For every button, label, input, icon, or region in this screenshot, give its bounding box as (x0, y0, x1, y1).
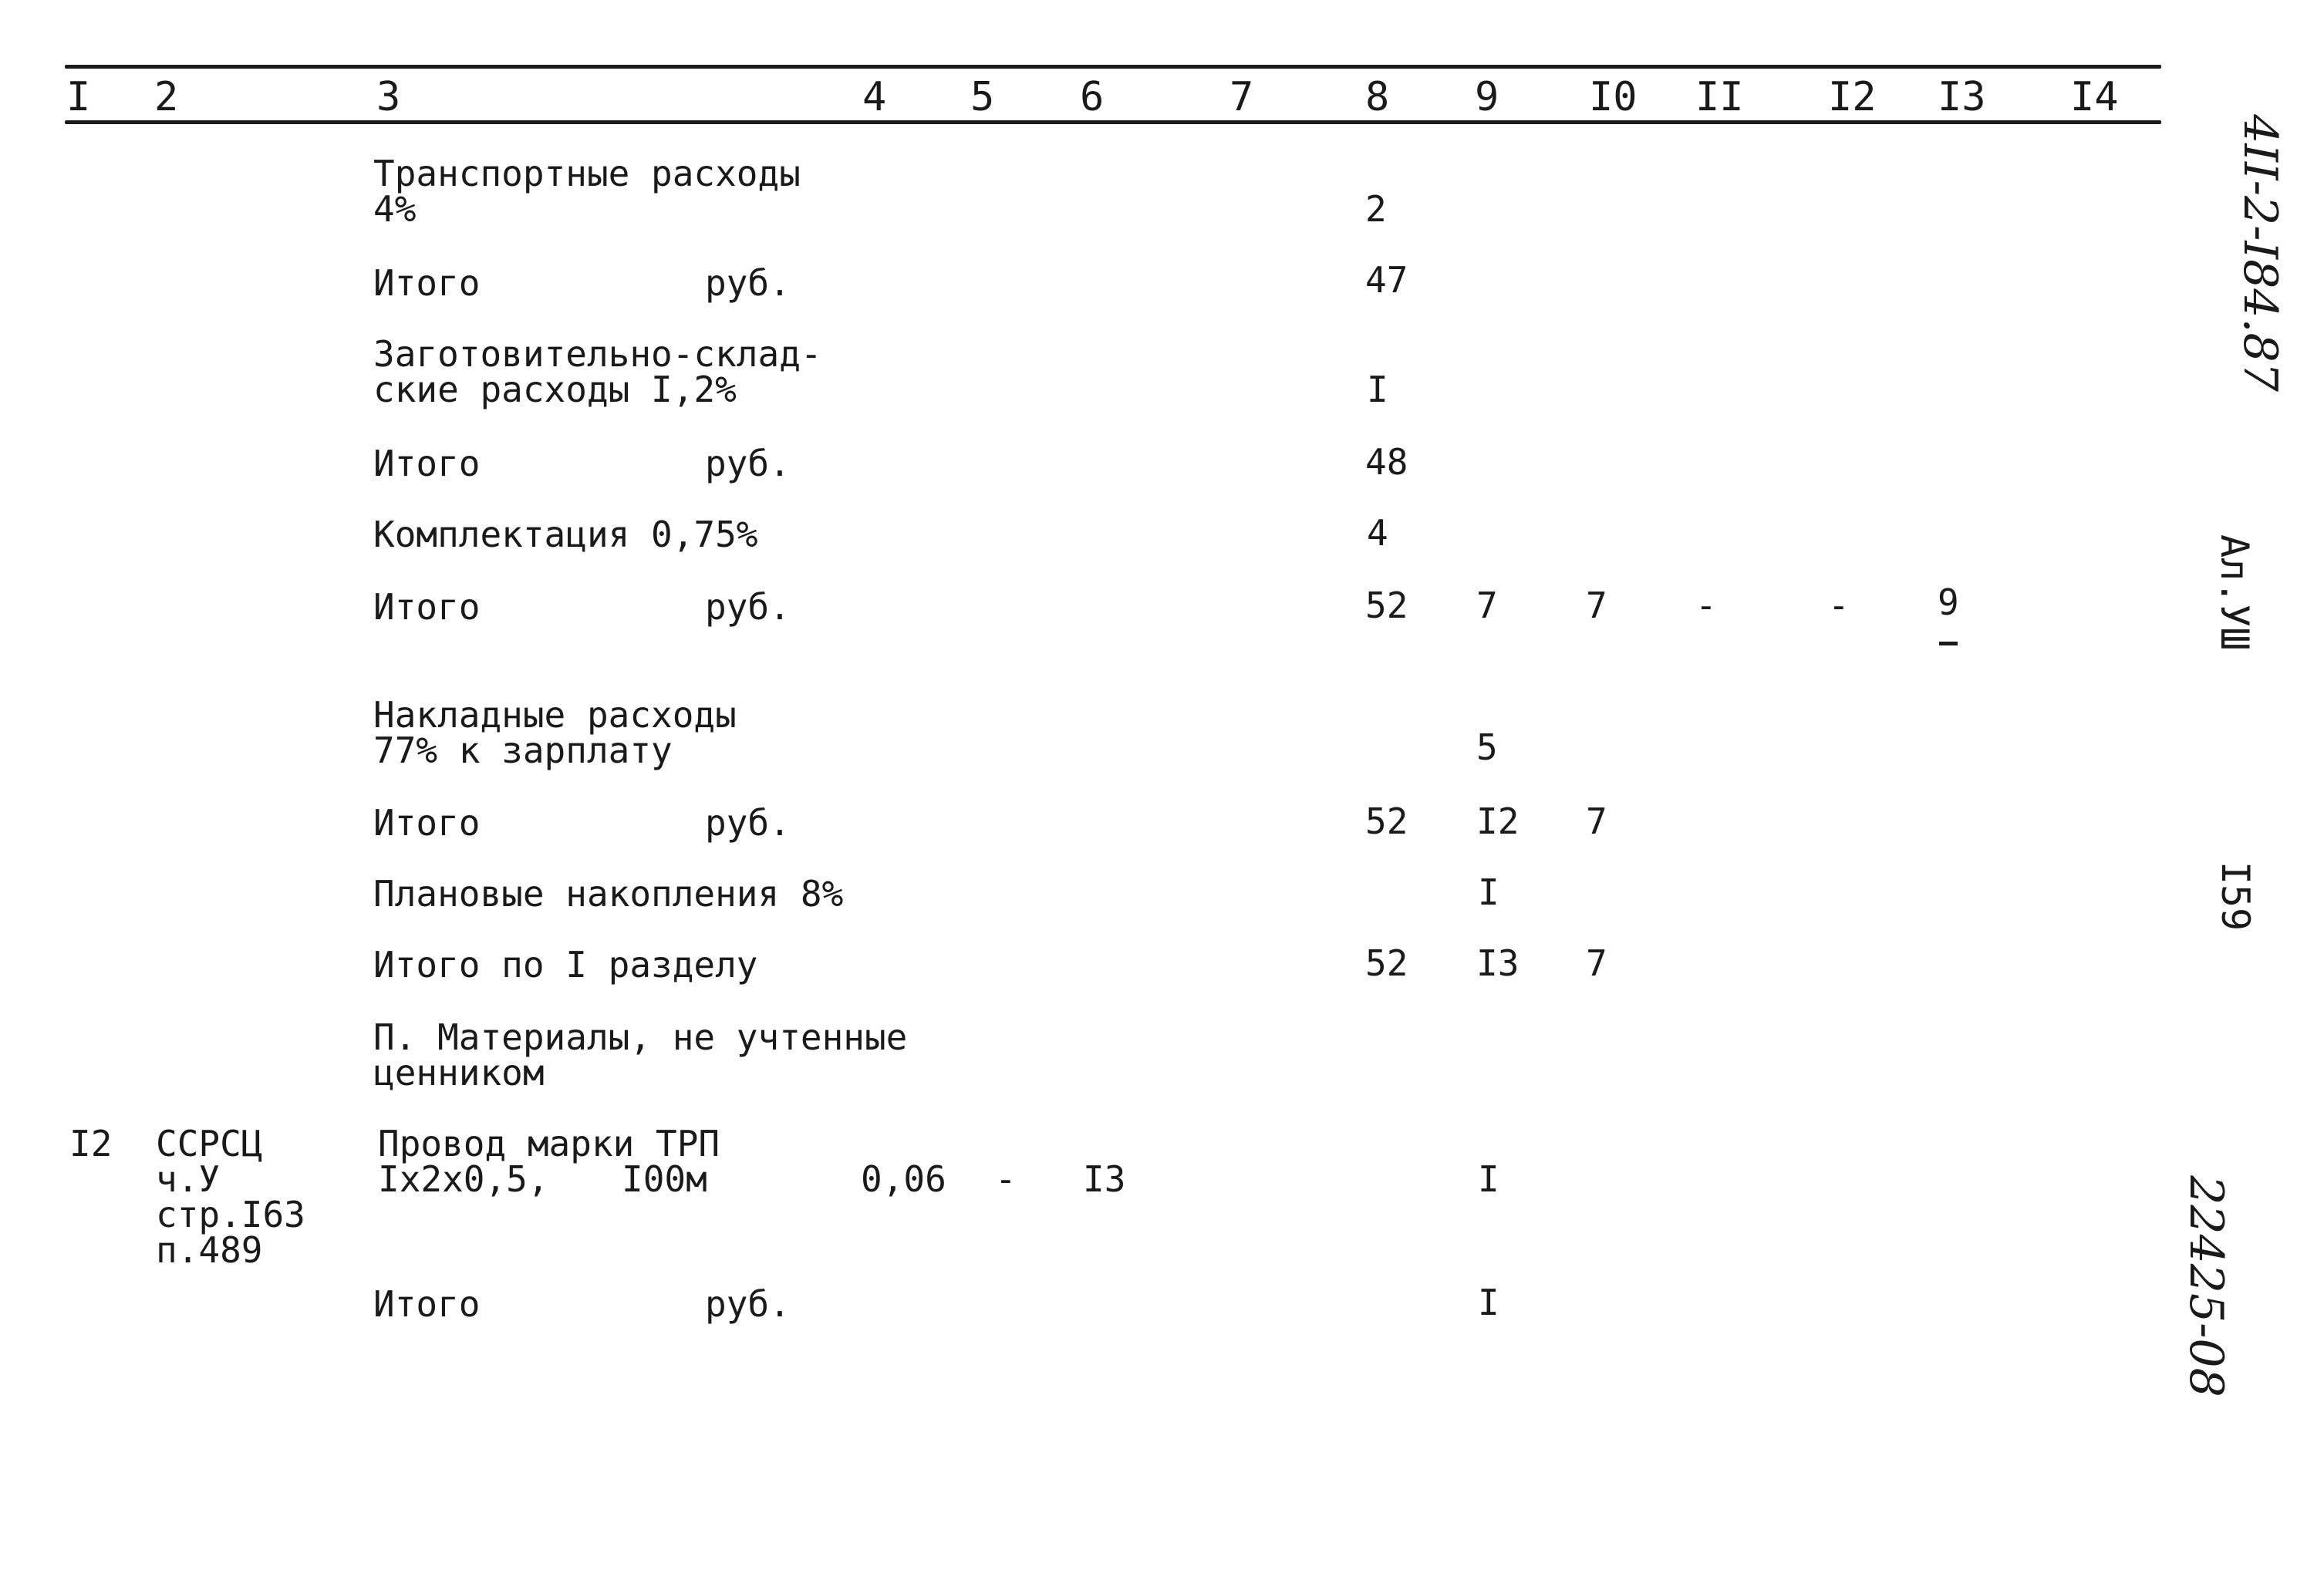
col-header-11: II (1695, 74, 1744, 120)
margin-page-number: I59 (2213, 861, 2258, 932)
cell-col-8: 52 (1365, 800, 1408, 842)
row-ref: п.489 (156, 1229, 263, 1271)
col-header-14: I4 (2070, 74, 2119, 120)
row-name: 77% к зарплату (373, 730, 673, 771)
header-top-rule (65, 65, 2161, 69)
cell-col-9: I (1478, 1282, 1499, 1323)
row-label: Итого (373, 443, 481, 484)
cell-col-8: 48 (1365, 441, 1408, 483)
row-unit: руб. (705, 1283, 791, 1325)
margin-inventory-number: 22425-08 (2179, 1175, 2233, 1397)
row-unit: руб. (705, 586, 791, 628)
cell-col-9: I3 (1476, 942, 1520, 984)
col-header-13: I3 (1938, 74, 1986, 120)
cell-col-10: 7 (1586, 942, 1607, 984)
cell-col-10: 7 (1586, 585, 1607, 626)
cell-col-6: I3 (1083, 1158, 1126, 1200)
row-name: 4% (373, 188, 417, 230)
row-number: I2 (69, 1123, 113, 1164)
col-header-10: I0 (1589, 74, 1638, 120)
cell-col-5: - (995, 1158, 1017, 1200)
row-unit: I00м (622, 1158, 707, 1200)
row-label: Итого по I разделу (373, 944, 758, 986)
col-header-7: 7 (1229, 74, 1254, 120)
cell-col-9: 7 (1476, 585, 1498, 626)
row-name: Транспортные расходы (373, 153, 801, 194)
row-unit: руб. (705, 802, 791, 844)
col-header-12: I2 (1828, 74, 1877, 120)
col-header-2: 2 (154, 74, 179, 120)
cell-col-9: 5 (1476, 726, 1498, 768)
section-title: П. Материалы, не учтенные (373, 1016, 908, 1058)
row-ref: ССРСЦ (156, 1123, 263, 1164)
row-name: Iх2х0,5, (378, 1158, 549, 1200)
row-label: Итого (373, 586, 481, 628)
row-unit: руб. (705, 443, 791, 484)
row-label: Итого (373, 1283, 481, 1325)
cell-col-13: 9 (1938, 581, 1959, 623)
row-name: Плановые накопления 8% (373, 873, 844, 915)
row-unit: руб. (705, 262, 791, 304)
col-header-9: 9 (1475, 74, 1499, 120)
section-title: ценником (373, 1052, 545, 1094)
cell-col-8: 52 (1365, 585, 1408, 626)
row-name: Накладные расходы (373, 694, 737, 736)
cell-col-4: 0,06 (861, 1158, 946, 1200)
col-header-5: 5 (970, 74, 995, 120)
cell-col-8: I (1367, 369, 1388, 410)
row-label: Итого (373, 262, 481, 304)
row-name: Провод марки ТРП (378, 1123, 720, 1164)
col-header-1: I (66, 74, 91, 120)
margin-sheet-label: Ал.УШ (2212, 534, 2257, 651)
cell-col-9: I (1478, 871, 1499, 913)
cell-col-9: I2 (1476, 800, 1520, 842)
margin-doc-code: 4II-2-I84.87 (2233, 114, 2287, 392)
col-header-3: 3 (376, 74, 401, 120)
cell-col-8: 47 (1365, 259, 1408, 301)
col-header-8: 8 (1365, 74, 1390, 120)
cell-col-12: - (1828, 585, 1850, 626)
cell-col-11: - (1695, 585, 1717, 626)
row-name: ские расходы I,2% (373, 369, 737, 410)
row-label: Итого (373, 802, 481, 844)
cell-col-10: 7 (1586, 800, 1607, 842)
row-ref: стр.I63 (156, 1194, 305, 1235)
col-header-6: 6 (1080, 74, 1105, 120)
col-header-4: 4 (862, 74, 887, 120)
cell-col-13-underline (1939, 642, 1958, 645)
cell-col-9: I (1478, 1158, 1499, 1200)
cell-col-8: 4 (1367, 512, 1388, 554)
row-name: Заготовительно-склад- (373, 333, 822, 375)
row-name: Комплектация 0,75% (373, 514, 758, 555)
header-bottom-rule (65, 120, 2161, 124)
cell-col-8: 52 (1365, 942, 1408, 984)
row-ref: ч.У (156, 1158, 221, 1200)
cell-col-8: 2 (1365, 188, 1387, 230)
